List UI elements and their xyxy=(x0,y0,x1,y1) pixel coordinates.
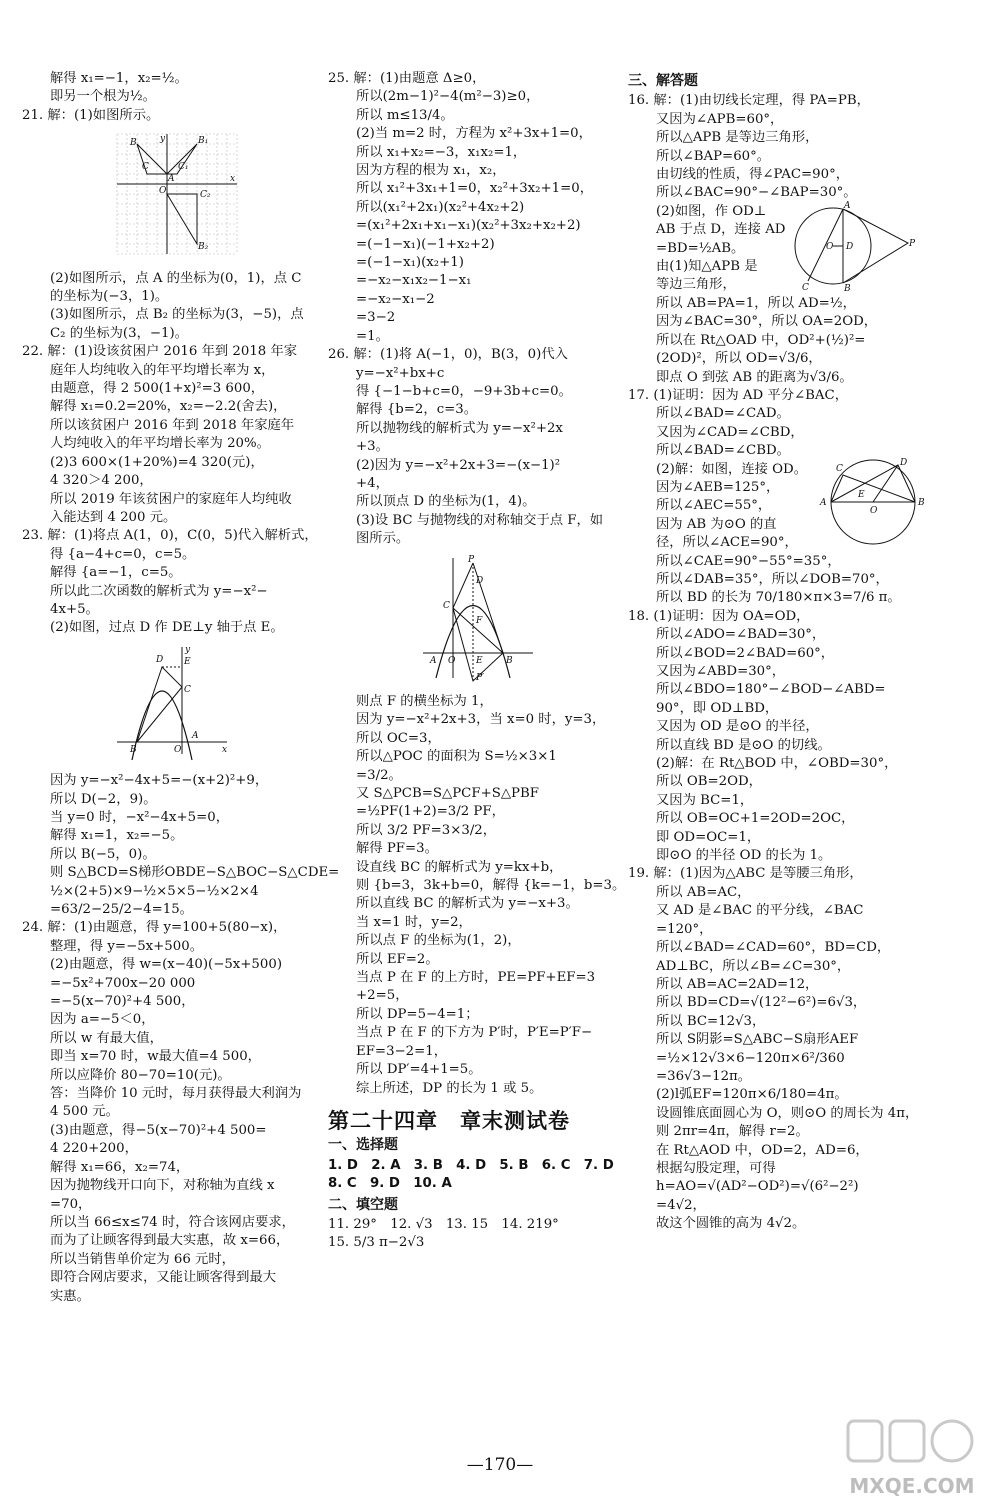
text-line: 则 2πr=4π，解得 r=2。 xyxy=(656,1124,809,1140)
text-line: 又因为∠ABD=30°， xyxy=(656,664,786,679)
text-line: 即另一个根为½。 xyxy=(50,89,156,105)
text-line: 实惠。 xyxy=(50,1288,90,1304)
text-line: 解得 x₁=0.2=20%，x₂=−2.2(舍去)， xyxy=(50,399,287,415)
text-line: 所以 OC=3， xyxy=(356,730,441,746)
text-line: 庭年人均纯收入的年平均增长率为 x， xyxy=(50,362,275,378)
text-line: 又 S△PCB=S△PCF+S△PBF xyxy=(356,786,539,801)
figure-label: D xyxy=(900,457,908,468)
svg-text:MXQE.COM: MXQE.COM xyxy=(849,1474,975,1498)
text-line: 即符合网店要求，又能让顾客得到最大 xyxy=(50,1270,277,1286)
text-line: =½PF(1+2)=3/2 PF， xyxy=(356,804,505,820)
text-line: 所以点 F 的坐标为(1，2)， xyxy=(356,933,521,949)
text-line: 所以 w 有最大值， xyxy=(50,1030,163,1046)
coordinate-grid-figure xyxy=(112,129,242,259)
text-line: 所以∠ADO=∠BAD=30°， xyxy=(656,627,826,643)
column-left xyxy=(22,70,340,1306)
text-line: 因为∠BAC=30°，所以 OA=2OD， xyxy=(656,314,878,330)
text-line: =63/2−25/2−4=15。 xyxy=(50,902,193,917)
figure-label: E xyxy=(858,489,865,500)
text-line: 又因为∠APB=60°， xyxy=(656,111,784,127)
figure-label: D xyxy=(156,654,164,665)
text-line: 所以应降价 80−70=10(元)。 xyxy=(50,1067,231,1083)
figure-label: B xyxy=(130,138,137,149)
text-line: 所以 OB=OC+1=2OD=2OC， xyxy=(656,811,855,827)
text-line: 所以 AB=PA=1，所以 AD=½， xyxy=(656,295,856,311)
text-line: ½×(2+5)×9−½×5×5−½×2×4 xyxy=(50,883,259,899)
text-line: 则 S△BCD=S梯形OBDE−S△BOC−S△CDE= xyxy=(50,865,340,881)
text-line: 因为 y=−x²+2x+3，当 x=0 时，y=3， xyxy=(356,712,606,728)
text-line: 所以 OB=2OD， xyxy=(656,774,762,790)
text-line: 所以∠AEC=55°， xyxy=(656,498,772,514)
text-line: 15. 5/3 π−2√3 xyxy=(328,1235,425,1251)
figure xyxy=(418,553,612,689)
text-line: 所以顶点 D 的坐标为(1，4)。 xyxy=(356,494,536,510)
circle-tangent-figure-16 xyxy=(788,201,918,291)
text-line: 所以当销售单价定为 66 元时， xyxy=(50,1251,235,1267)
text-line: =(−1−x₁)(−1+x₂+2) xyxy=(356,236,495,252)
text-line: 25. 解：(1)由题意 Δ≥0， xyxy=(328,71,486,86)
text-line: 所以在 Rt△OAD 中，OD²+(½)²= xyxy=(656,332,866,348)
text-line: 18. (1)证明：因为 OA=OD， xyxy=(628,608,810,624)
section-heading: 一、选择题 xyxy=(328,1137,398,1154)
text-line: 所以∠BAC=90°−∠BAP=30°。 xyxy=(656,185,857,201)
text-line: EF=3−2=1， xyxy=(356,1043,448,1059)
text-line: 所以 AB=AC， xyxy=(656,884,751,900)
text-line: 因为抛物线开口向下，对称轴为直线 x xyxy=(50,1178,275,1194)
text-line: 由(1)知△APB 是 xyxy=(656,259,758,275)
figure-label: y xyxy=(160,134,166,145)
text-line: 所以 DP′=4+1=5。 xyxy=(356,1062,482,1078)
figure-label: A xyxy=(192,730,199,741)
figure xyxy=(112,642,310,768)
text-line: 即 OD=OC=1， xyxy=(656,829,761,845)
text-line: 所以 EF=2。 xyxy=(356,951,439,967)
text-line: 答：当降价 10 元时，每月获得最大利润为 xyxy=(50,1086,302,1102)
figure xyxy=(112,129,310,265)
text-line: 设直线 BC 的解析式为 y=kx+b， xyxy=(356,859,563,875)
text-line: (2OD)²，所以 OD=√3/6， xyxy=(656,351,822,367)
figure-label: O xyxy=(159,186,167,197)
text-line: 又因为∠CAD=∠CBD， xyxy=(656,424,804,440)
page-number: —170— xyxy=(466,1455,534,1475)
text-line: 得 {−1−b+c=0，−9+3b+c=0。 xyxy=(356,383,572,399)
text-line: 的坐标为(−3，1)。 xyxy=(50,289,169,305)
text-line: =−5(x−70)²+4 500， xyxy=(50,994,195,1010)
text-line: =−x₂−x₁−2 xyxy=(356,291,435,307)
text-line: 因为方程的根为 x₁，x₂， xyxy=(356,163,506,179)
text-line: 24. 解：(1)由题意，得 y=100+5(80−x)， xyxy=(22,920,287,936)
text-line: 即⊙O 的半径 OD 的长为 1。 xyxy=(656,848,832,864)
text-line: 所以 B(−5，0)。 xyxy=(50,846,156,862)
text-line: 解得 PF=3。 xyxy=(356,841,438,857)
text-line: 所以(2m−1)²−4(m²−3)≥0， xyxy=(356,89,540,105)
column-middle xyxy=(328,70,626,1253)
text-line: 17. (1)证明：因为 AD 平分∠BAC， xyxy=(628,387,848,403)
figure-label: B₂ xyxy=(198,242,209,253)
figure-label: F xyxy=(476,615,483,626)
section-heading: 二、填空题 xyxy=(328,1196,398,1213)
text-line: 又 AD 是∠BAC 的平分线，∠BAC xyxy=(656,903,864,919)
text-line: 21. 解：(1)如图所示。 xyxy=(22,107,160,123)
text-line: 当 y=0 时，−x²−4x+5=0， xyxy=(50,809,230,825)
figure-label: O xyxy=(448,655,456,666)
text-line: =−x₂−x₁x₂−1−x₁ xyxy=(356,273,472,289)
text-line: =½×12√3×6−120π×6²/360 xyxy=(656,1050,845,1066)
text-line: 设圆锥底面圆心为 O，则⊙O 的周长为 4π， xyxy=(656,1105,919,1121)
text-line: (2)3 600×(1+20%)=4 320(元)， xyxy=(50,454,264,470)
figure-label: C xyxy=(184,684,191,695)
figure-label: B xyxy=(506,655,513,666)
text-line: 因为 AB 为⊙O 的直 xyxy=(656,516,777,532)
text-line: 在 Rt△AOD 中，OD=2，AD=6， xyxy=(656,1142,869,1158)
text-line: 解得 {a=−1，c=5。 xyxy=(50,565,182,581)
text-line: 当点 P 在 F 的上方时，PE=PF+EF=3 xyxy=(356,970,596,986)
text-line: 等边三角形， xyxy=(656,277,736,293)
text-line: 所以∠BAD=∠CAD=60°，BD=CD， xyxy=(656,940,891,956)
column-right xyxy=(628,70,928,1234)
text-line: (2)如图所示，点 A 的坐标为(0，1)，点 C xyxy=(50,270,302,286)
text-line: 所以 x₁²+3x₁+1=0，x₂²+3x₂+1=0， xyxy=(356,181,593,197)
figure-label: D xyxy=(846,241,854,252)
text-line: 所以∠BAP=60°。 xyxy=(656,148,771,164)
text-line: 所以(x₁²+2x₁)(x₂²+4x₂+2) xyxy=(356,199,525,215)
text-line: 由切线的性质，得∠PAC=90°， xyxy=(656,167,850,183)
figure-label: B xyxy=(918,497,925,508)
text-line: 即点 O 到弦 AB 的距离为√3/6。 xyxy=(656,369,853,385)
text-line: (3)如图所示，点 B₂ 的坐标为(3，−5)，点 xyxy=(50,307,304,323)
text-line: 所以 BD=CD=√(12²−6²)=6√3， xyxy=(656,995,867,1011)
text-line: 因为 y=−x²−4x+5=−(x+2)²+9， xyxy=(50,773,269,789)
text-line: 8. C 9. D 10. A xyxy=(328,1176,452,1192)
text-line: 又因为 BC=1， xyxy=(656,792,754,808)
text-line: (2)解：在 Rt△BOD 中，∠OBD=30°， xyxy=(656,756,898,772)
text-line: 11. 29° 12. √3 13. 15 14. 219° xyxy=(328,1216,559,1232)
text-line: 所以 m≤13/4。 xyxy=(356,107,454,123)
text-line: (2)l弧EF=120π×6/180=4π。 xyxy=(656,1087,848,1103)
figure-label: C xyxy=(142,162,149,173)
text-line: 所以 2019 年该贫困户的家庭年人均纯收 xyxy=(50,491,292,507)
figure-label: A xyxy=(820,497,827,508)
text-line: 由题意，得 2 500(1+x)²=3 600， xyxy=(50,381,265,397)
figure-label: C xyxy=(443,600,450,611)
figure-label: O xyxy=(870,505,878,516)
text-line: 所以△POC 的面积为 S=½×3×1 xyxy=(356,749,557,765)
text-line: 所以 AB=AC=2AD=12， xyxy=(656,976,819,992)
text-line: 因为 a=−5＜0， xyxy=(50,1012,155,1028)
text-line: 所以 S阴影=S△ABC−S扇形AEF xyxy=(656,1032,859,1048)
text-line: 解得 x₁=1，x₂=−5。 xyxy=(50,828,184,844)
text-line: =BD=½AB。 xyxy=(656,240,745,256)
text-line: 又因为 OD 是⊙O 的半径， xyxy=(656,719,819,735)
text-line: 解得 x₁=−1，x₂=½。 xyxy=(50,71,188,86)
text-line: 解得 {b=2，c=3。 xyxy=(356,402,478,418)
text-line: 径，所以∠ACE=90°， xyxy=(656,535,798,551)
text-line: 所以此二次函数的解析式为 y=−x²− xyxy=(50,583,268,599)
text-line: 90°，即 OD⊥BD， xyxy=(656,700,779,716)
text-line: =70， xyxy=(50,1196,92,1212)
text-line: (2)如图，作 OD⊥ xyxy=(656,203,767,219)
parabola-figure-26 xyxy=(418,553,538,683)
text-line: 当点 P 在 F 的下方为 P′时，P′E=P′F− xyxy=(356,1025,593,1041)
text-line: 4x+5。 xyxy=(50,601,99,617)
text-line: 1. D 2. A 3. B 4. D 5. B 6. C 7. D xyxy=(328,1157,614,1173)
text-line: (2)如图，过点 D 作 DE⊥y 轴于点 E。 xyxy=(50,620,284,636)
text-line: 4 500 元。 xyxy=(50,1104,119,1120)
text-line: =36√3−12π。 xyxy=(656,1068,752,1084)
figure-label: A xyxy=(844,200,851,211)
figure-label: B₁ xyxy=(198,136,209,147)
text-line: 得 {a−4+c=0，c=5。 xyxy=(50,546,196,562)
text-line: C₂ 的坐标为(3，−1)。 xyxy=(50,325,188,341)
text-line: =4√2， xyxy=(656,1197,706,1213)
text-line: 所以 D(−2，9)。 xyxy=(50,791,157,807)
figure-label: D xyxy=(476,575,484,586)
figure-label: C₁ xyxy=(178,162,189,173)
text-line: 所以∠CAE=90°−55°=35°， xyxy=(656,553,841,569)
text-line: =1。 xyxy=(356,328,389,344)
text-line: +3。 xyxy=(356,439,389,455)
figure-label: P xyxy=(909,238,916,249)
text-line: =(x₁²+2x₁+x₁−x₁)(x₂²+3x₂+x₂+2) xyxy=(356,218,581,234)
text-line: (2)因为 y=−x²+2x+3=−(x−1)² xyxy=(356,457,561,473)
text-line: 则点 F 的横坐标为 1， xyxy=(356,693,493,709)
text-line: 因为∠AEB=125°， xyxy=(656,479,780,495)
text-line: 所以该贫困户 2016 年到 2018 年家庭年 xyxy=(50,417,295,433)
text-line: 整理，得 y=−5x+500。 xyxy=(50,938,203,954)
text-line: 所以∠BAD=∠CAD。 xyxy=(656,406,790,422)
watermark-logo xyxy=(842,1415,982,1503)
text-line: 而为了让顾客得到最大实惠，故 x=66， xyxy=(50,1233,290,1249)
text-line: +4， xyxy=(356,475,389,491)
figure-label: C xyxy=(836,463,843,474)
text-line: =120°， xyxy=(656,921,713,937)
text-line: =−5x²+700x−20 000 xyxy=(50,975,196,991)
text-line: +2=5， xyxy=(356,988,409,1004)
figure-label: x xyxy=(222,744,228,755)
text-line: =(−1−x₁)(x₂+1) xyxy=(356,255,464,271)
text-line: 所以 BC=12√3， xyxy=(656,1013,766,1029)
text-line: 所以 3/2 PF=3×3/2， xyxy=(356,822,497,838)
figure-label: O xyxy=(174,744,182,755)
text-line: AB 于点 D，连接 AD xyxy=(656,222,786,238)
text-line: 22. 解：(1)设该贫困户 2016 年到 2018 年家 xyxy=(22,344,298,360)
text-line: 所以直线 BC 的解析式为 y=−x+3。 xyxy=(356,896,579,912)
text-line: y=−x²+bx+c xyxy=(356,365,445,381)
text-line: (2)当 m=2 时，方程为 x²+3x+1=0， xyxy=(356,126,592,142)
text-line: 图所示。 xyxy=(356,531,410,547)
text-line: 26. 解：(1)将 A(−1，0)，B(3，0)代入 xyxy=(328,347,568,363)
text-line: 即当 x=70 时，w最大值=4 500， xyxy=(50,1049,261,1065)
text-line: 4 320＞4 200， xyxy=(50,473,153,489)
text-line: (2)由题意，得 w=(x−40)(−5x+500) xyxy=(50,957,283,973)
text-line: h=AO=√(AD²−OD²)=√(6²−2²) xyxy=(656,1179,859,1195)
text-line: 综上所述，DP 的长为 1 或 5。 xyxy=(356,1080,543,1096)
text-line: 入能达到 4 200 元。 xyxy=(50,509,177,525)
figure-label: O xyxy=(826,241,834,252)
text-line: 所以∠BAD=∠CBD。 xyxy=(656,443,790,459)
figure-label: B xyxy=(844,283,851,291)
text-line: 所以△APB 是等边三角形， xyxy=(656,130,819,146)
figure-label: x xyxy=(230,174,236,185)
text-line: =3−2 xyxy=(356,310,396,326)
text-line: 23. 解：(1)将点 A(1，0)，C(0，5)代入解析式， xyxy=(22,528,318,544)
text-line: 所以当 66≤x≤74 时，符合该网店要求， xyxy=(50,1214,295,1230)
figure-label: y xyxy=(185,644,191,655)
figure-label: A xyxy=(430,655,437,666)
text-line: 所以 x₁+x₂=−3，x₁x₂=1， xyxy=(356,144,527,160)
text-line: 所以 DP=5−4=1； xyxy=(356,1006,479,1022)
text-line: =3/2。 xyxy=(356,767,402,783)
text-line: (3)设 BC 与抛物线的对称轴交于点 F，如 xyxy=(356,512,604,528)
text-line: 所以∠BDO=180°−∠BOD−∠ABD= xyxy=(656,682,886,698)
text-line: 则 {b=3，3k+b=0，解得 {k=−1，b=3。 xyxy=(356,878,626,894)
text-line: 所以∠BOD=2∠BAD=60°， xyxy=(656,645,835,661)
section-heading: 三、解答题 xyxy=(628,73,698,89)
figure-label: B xyxy=(130,744,137,755)
circle-diameter-figure-17 xyxy=(818,457,928,547)
text-line: 人均纯收入的年平均增长率为 20%。 xyxy=(50,436,270,452)
figure-label: P xyxy=(468,554,475,565)
figure-label: C xyxy=(802,282,809,291)
chapter-title: 第二十四章 章末测试卷 xyxy=(328,1107,570,1133)
text-line: (2)解：如图，连接 OD。 xyxy=(656,461,807,477)
text-line: 所以 BD 的长为 70/180×π×3=7/6 π。 xyxy=(656,590,901,606)
text-line: 4 220+200， xyxy=(50,1141,138,1157)
text-line: 19. 解：(1)因为△ABC 是等腰三角形， xyxy=(628,866,863,882)
text-line: 故这个圆锥的高为 4√2。 xyxy=(656,1216,806,1232)
parabola-figure-23 xyxy=(112,642,232,762)
text-line: 解得 x₁=66，x₂=74， xyxy=(50,1159,190,1175)
figure-label: E xyxy=(476,655,483,666)
figure-label: P′ xyxy=(476,672,485,683)
figure-label: E xyxy=(184,656,191,667)
text-line: 所以∠DAB=35°，所以∠DOB=70°， xyxy=(656,571,889,587)
text-line: 所以抛物线的解析式为 y=−x²+2x xyxy=(356,420,563,436)
text-line: 当 x=1 时，y=2， xyxy=(356,914,472,930)
text-line: AD⊥BC，所以∠B=∠C=30°， xyxy=(656,958,851,974)
figure-label: A xyxy=(168,174,175,185)
figure-label: C₂ xyxy=(200,190,211,201)
text-line: 根据勾股定理，可得 xyxy=(656,1160,776,1176)
text-line: (3)由题意，得−5(x−70)²+4 500= xyxy=(50,1122,267,1138)
text-line: 16. 解：(1)由切线长定理，得 PA=PB， xyxy=(628,93,870,109)
text-line: 所以直线 BD 是⊙O 的切线。 xyxy=(656,737,831,753)
